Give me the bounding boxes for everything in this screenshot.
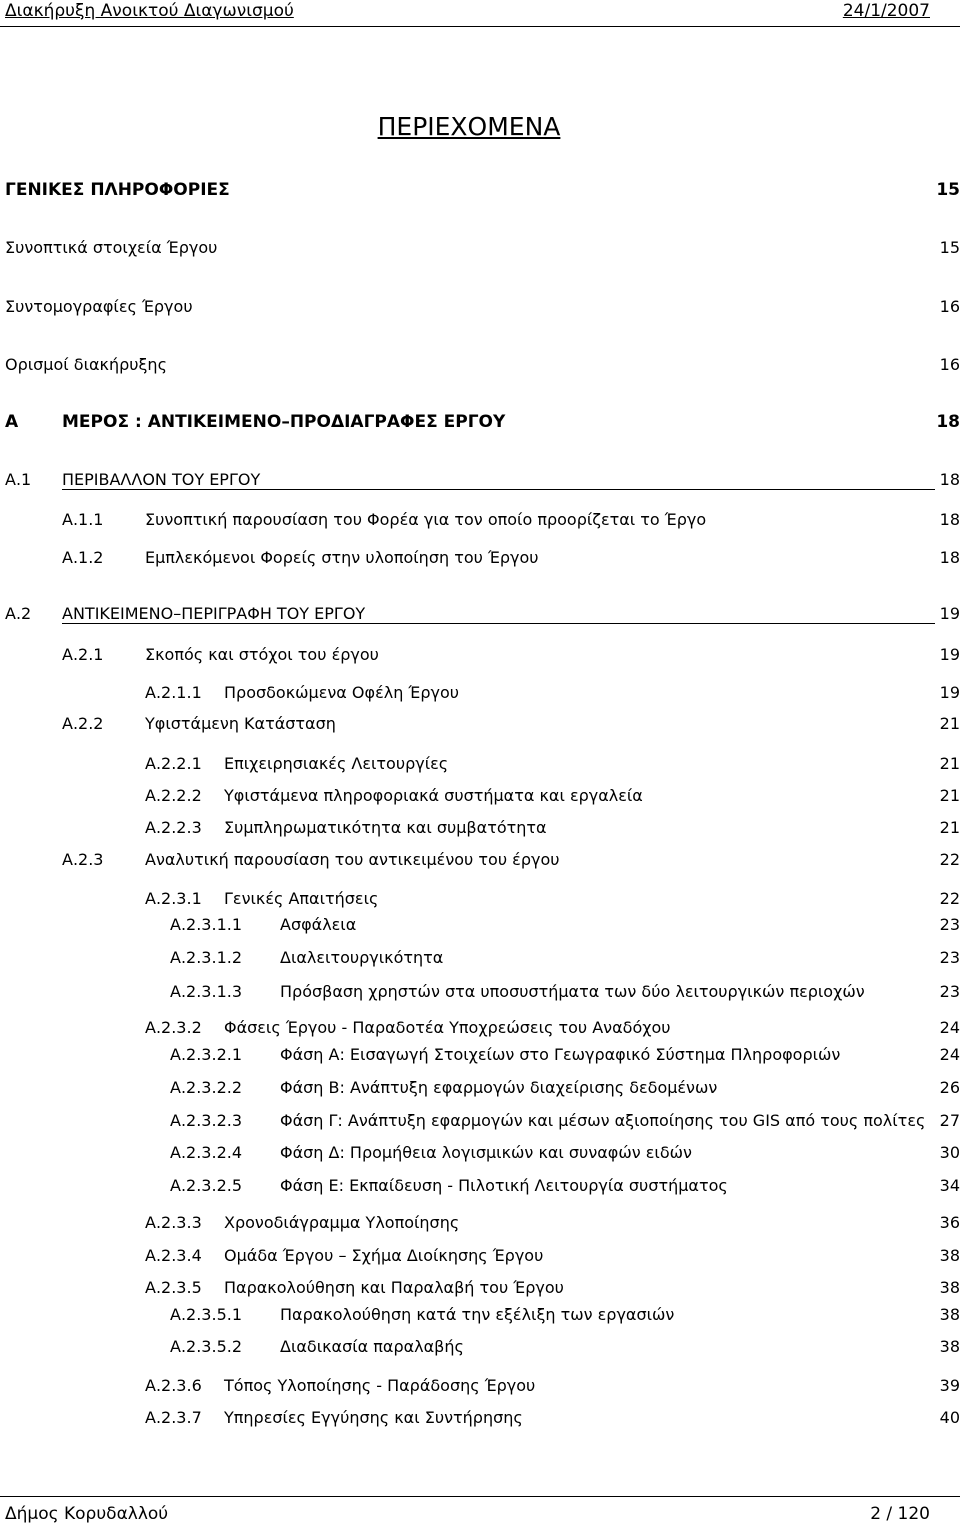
toc-entry-text: Συμπληρωματικότητα και συμβατότητα bbox=[224, 818, 547, 837]
toc-entry-number: Α bbox=[5, 412, 19, 432]
toc-entry[interactable] bbox=[0, 548, 960, 572]
toc-entry-number: Α.1 bbox=[5, 470, 32, 489]
page-number: 2 / 120 bbox=[870, 1504, 930, 1524]
toc-entry[interactable] bbox=[0, 1045, 960, 1069]
toc-entry[interactable] bbox=[0, 238, 960, 262]
page-footer bbox=[0, 1496, 960, 1526]
toc-entry[interactable] bbox=[0, 889, 960, 913]
toc-entry-number: Α.1.2 bbox=[62, 548, 104, 567]
toc-entry-page: 34 bbox=[939, 1176, 960, 1195]
toc-entry-page: 21 bbox=[939, 818, 960, 837]
toc-entry[interactable] bbox=[0, 1143, 960, 1167]
toc-entry-text: Χρονοδιάγραμμα Υλοποίησης bbox=[224, 1213, 460, 1232]
toc-entry-page: 23 bbox=[939, 982, 960, 1001]
toc-entry[interactable] bbox=[0, 948, 960, 972]
toc-entry-number: Α.2.3.1 bbox=[145, 889, 202, 908]
toc-entry-page: 18 bbox=[939, 470, 960, 489]
toc-entry[interactable] bbox=[0, 1305, 960, 1329]
toc-entry-text: Πρόσβαση χρηστών στα υποσυστήματα των δύο λειτουργικών περιοχών bbox=[280, 982, 865, 1001]
toc-entry-text: Φάσεις Έργου - Παραδοτέα Υποχρεώσεις του Αναδόχου bbox=[224, 1018, 671, 1037]
toc-entry[interactable] bbox=[0, 297, 960, 321]
toc-entry[interactable] bbox=[0, 915, 960, 939]
toc-entry[interactable] bbox=[0, 510, 960, 534]
toc-entry-number: Α.2.3.7 bbox=[145, 1408, 202, 1427]
toc-entry-page: 15 bbox=[936, 180, 960, 200]
toc-entry[interactable] bbox=[0, 1376, 960, 1400]
toc-entry-text: Συνοπτικά στοιχεία Έργου bbox=[5, 238, 218, 257]
toc-entry[interactable] bbox=[0, 1337, 960, 1361]
toc-entry-page: 19 bbox=[939, 683, 960, 702]
toc-entry-text: Φάση Β: Ανάπτυξη εφαρμογών διαχείρισης δεδομένων bbox=[280, 1078, 718, 1097]
toc-entry-text: Φάση Ε: Εκπαίδευση - Πιλοτική Λειτουργία συστήματος bbox=[280, 1176, 728, 1195]
toc-entry-page: 21 bbox=[939, 714, 960, 733]
toc-entry-page: 27 bbox=[939, 1111, 960, 1130]
toc-entry[interactable] bbox=[0, 412, 960, 436]
toc-entry[interactable] bbox=[0, 1213, 960, 1237]
toc-entry-number: Α.1.1 bbox=[62, 510, 104, 529]
toc-entry[interactable] bbox=[0, 355, 960, 379]
toc-entry-page: 22 bbox=[939, 850, 960, 869]
toc-entry-number: Α.2.3.5.1 bbox=[170, 1305, 243, 1324]
toc-entry-text: Εμπλεκόμενοι Φορείς στην υλοποίηση του Έργου bbox=[145, 548, 539, 567]
toc-entry[interactable] bbox=[0, 645, 960, 669]
toc-entry-number: Α.2.2 bbox=[62, 714, 104, 733]
toc-entry-text: Συντομογραφίες Έργου bbox=[5, 297, 193, 316]
toc-heading-underline bbox=[62, 489, 935, 490]
toc-entry-number: Α.2.3.4 bbox=[145, 1246, 202, 1265]
toc-entry-page: 18 bbox=[939, 548, 960, 567]
toc-entry-page: 24 bbox=[939, 1045, 960, 1064]
toc-entry-text: Διαδικασία παραλαβής bbox=[280, 1337, 464, 1356]
toc-entry-text: Υπηρεσίες Εγγύησης και Συντήρησης bbox=[224, 1408, 523, 1427]
toc-entry-number: Α.2.3.2.5 bbox=[170, 1176, 243, 1195]
toc-entry-text: Φάση Γ: Ανάπτυξη εφαρμογών και μέσων αξιοποίησης του GIS από τους πολίτες bbox=[280, 1111, 926, 1130]
toc-entry-page: 38 bbox=[939, 1337, 960, 1356]
toc-entry-number: Α.2.3.1.1 bbox=[170, 915, 243, 934]
toc-entry-text: Τόπος Υλοποίησης - Παράδοσης Έργου bbox=[224, 1376, 536, 1395]
toc-title: ΠΕΡΙΕΧΟΜΕΝΑ bbox=[377, 112, 561, 141]
toc-entry-text: Φάση Α: Εισαγωγή Στοιχείων στο Γεωγραφικό Σύστημα Πληροφοριών bbox=[280, 1045, 841, 1064]
toc-entry-page: 19 bbox=[939, 604, 960, 623]
toc-entry-text: ΓΕΝΙΚΕΣ ΠΛΗΡΟΦΟΡΙΕΣ bbox=[5, 180, 230, 200]
toc-entry-number: Α.2.1.1 bbox=[145, 683, 202, 702]
toc-entry-page: 16 bbox=[939, 355, 960, 374]
toc-entry-text: Φάση Δ: Προμήθεια λογισμικών και συναφών ειδών bbox=[280, 1143, 692, 1162]
toc-entry-page: 26 bbox=[939, 1078, 960, 1097]
toc-entry[interactable] bbox=[0, 683, 960, 707]
toc-entry-page: 15 bbox=[939, 238, 960, 257]
toc-entry[interactable] bbox=[0, 1408, 960, 1432]
toc-entry-page: 38 bbox=[939, 1278, 960, 1297]
toc-entry-page: 18 bbox=[939, 510, 960, 529]
toc-entry-text: Σκοπός και στόχοι του έργου bbox=[145, 645, 379, 664]
toc-entry-number: Α.2.2.1 bbox=[145, 754, 202, 773]
toc-entry-text: Παρακολούθηση και Παραλαβή του Έργου bbox=[224, 1278, 564, 1297]
toc-entry-number: Α.2.2.3 bbox=[145, 818, 202, 837]
toc-entry[interactable] bbox=[0, 850, 960, 874]
toc-entry-page: 19 bbox=[939, 645, 960, 664]
toc-entry-number: Α.2.3.2.2 bbox=[170, 1078, 243, 1097]
toc-entry[interactable] bbox=[0, 1018, 960, 1042]
toc-entry[interactable] bbox=[0, 470, 960, 494]
toc-entry-text: Ορισμοί διακήρυξης bbox=[5, 355, 167, 374]
toc-entry-page: 22 bbox=[939, 889, 960, 908]
toc-entry-number: Α.2.2.2 bbox=[145, 786, 202, 805]
toc-entry-text: Προσδοκώμενα Οφέλη Έργου bbox=[224, 683, 460, 702]
toc-entry-number: Α.2.3.5 bbox=[145, 1278, 202, 1297]
toc-entry-number: Α.2.3.5.2 bbox=[170, 1337, 243, 1356]
toc-entry-text: Γενικές Απαιτήσεις bbox=[224, 889, 379, 908]
toc-entry-page: 21 bbox=[939, 786, 960, 805]
toc-entry-number: Α.2.3.2 bbox=[145, 1018, 202, 1037]
toc-entry-number: Α.2.3 bbox=[62, 850, 104, 869]
toc-entry-text: Επιχειρησιακές Λειτουργίες bbox=[224, 754, 449, 773]
toc-entry-page: 23 bbox=[939, 915, 960, 934]
toc-entry-page: 18 bbox=[936, 412, 960, 432]
toc-entry-text: Συνοπτική παρουσίαση του Φορέα για τον οποίο προορίζεται το Έργο bbox=[145, 510, 707, 529]
toc-entry-page: 21 bbox=[939, 754, 960, 773]
toc-entry-page: 39 bbox=[939, 1376, 960, 1395]
toc-entry[interactable] bbox=[0, 1111, 960, 1135]
toc-entry[interactable] bbox=[0, 1246, 960, 1270]
toc-entry-text: Υφιστάμενα πληροφοριακά συστήματα και εργαλεία bbox=[224, 786, 643, 805]
toc-heading-underline bbox=[62, 623, 935, 624]
toc-entry-page: 36 bbox=[939, 1213, 960, 1232]
toc-entry-number: Α.2.3.1.2 bbox=[170, 948, 243, 967]
toc-entry-text: Υφιστάμενη Κατάσταση bbox=[145, 714, 336, 733]
toc-entry-number: Α.2.3.2.1 bbox=[170, 1045, 243, 1064]
toc-entry[interactable] bbox=[0, 982, 960, 1006]
toc-entry-number: Α.2.3.6 bbox=[145, 1376, 202, 1395]
toc-entry[interactable] bbox=[0, 1176, 960, 1200]
toc-entry-text: Ασφάλεια bbox=[280, 915, 357, 934]
toc-entry-text: Διαλειτουργικότητα bbox=[280, 948, 444, 967]
toc-entry-number: Α.2.1 bbox=[62, 645, 104, 664]
toc-entry-page: 24 bbox=[939, 1018, 960, 1037]
toc-entry-number: Α.2.3.3 bbox=[145, 1213, 202, 1232]
toc-entry-number: Α.2.3.1.3 bbox=[170, 982, 243, 1001]
toc-entry[interactable] bbox=[0, 604, 960, 628]
toc-entry-page: 23 bbox=[939, 948, 960, 967]
toc-entry-text: Ομάδα Έργου – Σχήμα Διοίκησης Έργου bbox=[224, 1246, 544, 1265]
toc-entry[interactable] bbox=[0, 1078, 960, 1102]
toc-entry[interactable] bbox=[0, 180, 960, 204]
toc-entry[interactable] bbox=[0, 754, 960, 778]
toc-entry-page: 40 bbox=[939, 1408, 960, 1427]
toc-entry-page: 38 bbox=[939, 1305, 960, 1324]
toc-entry-text: ΑΝΤΙΚΕΙΜΕΝΟ–ΠΕΡΙΓΡΑΦΗ ΤΟΥ ΕΡΓΟΥ bbox=[62, 604, 366, 623]
footer-organization: Δήμος Κορυδαλλού bbox=[5, 1504, 169, 1524]
toc-entry-text: Αναλυτική παρουσίαση του αντικειμένου του έργου bbox=[145, 850, 560, 869]
toc-entry-text: ΠΕΡΙΒΑΛΛΟΝ ΤΟΥ ΕΡΓΟΥ bbox=[62, 470, 261, 489]
toc-entry[interactable] bbox=[0, 818, 960, 842]
document-date: 24/1/2007 bbox=[842, 1, 930, 21]
toc-entry[interactable] bbox=[0, 1278, 960, 1302]
toc-entry-text: Παρακολούθηση κατά την εξέλιξη των εργασιών bbox=[280, 1305, 675, 1324]
toc-entry-number: Α.2.3.2.3 bbox=[170, 1111, 243, 1130]
document-title: Διακήρυξη Ανοικτού Διαγωνισμού bbox=[5, 1, 294, 21]
toc-entry-page: 30 bbox=[939, 1143, 960, 1162]
toc-entry-page: 38 bbox=[939, 1246, 960, 1265]
toc-entry-text: ΜΕΡΟΣ : ΑΝΤΙΚΕΙΜΕΝΟ–ΠΡΟΔΙΑΓΡΑΦΕΣ ΕΡΓΟΥ bbox=[62, 412, 506, 432]
toc-entry-page: 16 bbox=[939, 297, 960, 316]
toc-entry-number: Α.2 bbox=[5, 604, 32, 623]
toc-entry[interactable] bbox=[0, 786, 960, 810]
toc-entry[interactable] bbox=[0, 714, 960, 738]
page-header bbox=[0, 0, 960, 27]
toc-entry-number: Α.2.3.2.4 bbox=[170, 1143, 243, 1162]
